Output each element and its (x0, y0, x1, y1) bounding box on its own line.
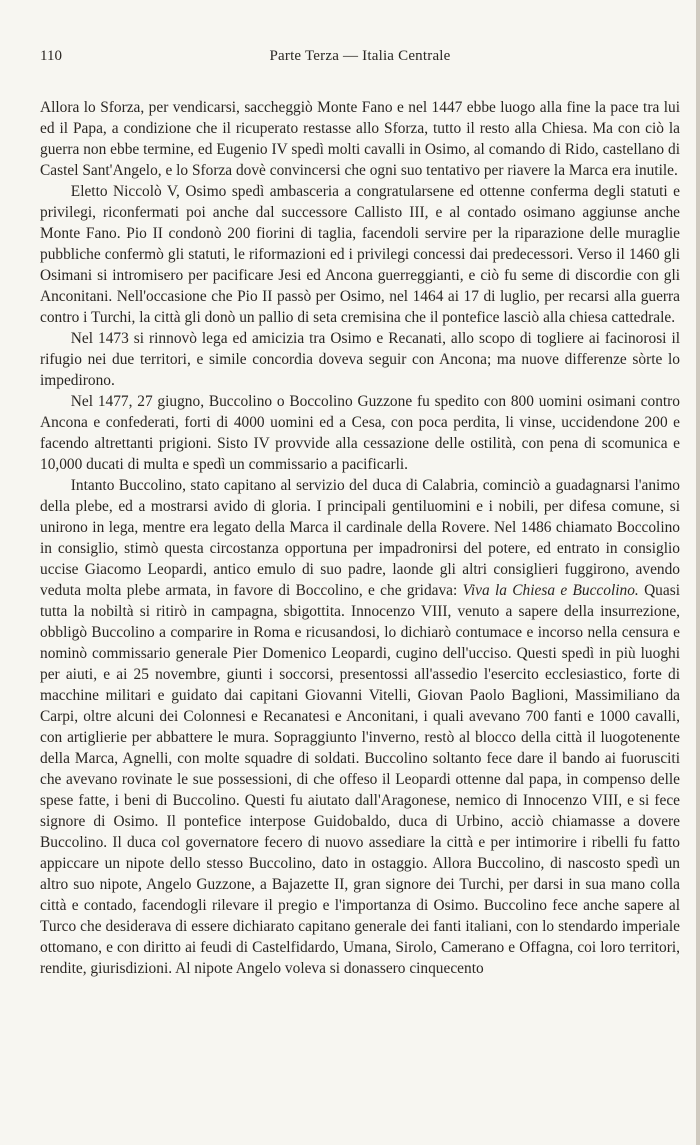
paragraph: Eletto Niccolò V, Osimo spedì ambasceria a congratularsene ed ottenne conferma degli statuti e privilegi, riconfermati poi anche dal successore Callisto III, e al contado osimano aggiunse anche Monte Fano. Pio II condonò 200 fiorini di taglia, facendoli servire per la riparazione delle muraglie pubbliche confermò gli statuti, le riformazioni ed i privilegi concessi dai predecessori. Verso il 1460 gli Osimani si intromisero per pacificare Jesi ed Ancona guerreggianti, e ciò fu seme di discordie con gli Anconitani. Nell'occasione che Pio II passò per Osimo, nel 1464 ai 17 di luglio, per recarsi alla guerra contro i Turchi, la città gli donò un pallio di seta cremisina che il pontefice lasciò alla chiesa cattedrale. (40, 183, 680, 326)
paragraph-text: Quasi tutta la nobiltà si ritirò in campagna, sbigottita. Innocenzo VIII, venuto a sapere della insurrezione, obbligò Buccolino a comparire in Roma e ricusandosi, lo dichiarò contumace e incorso nella censura e nominò commissario generale Pier Domenico Leopardi, cugino dell'ucciso. Questi spedì in più luoghi per aiuti, e ai 25 novembre, giunti i soccorsi, presentossi all'assedio l'esercito ecclesiastico, forte di macchine militari e guidato dai capitani Giovanni Vitelli, Giovan Paolo Baglioni, Massimiliano da Carpi, oltre alcuni dei Colonnesi e Recanatesi e Anconitani, i quali avevano 700 fanti e 1000 cavalli, con artiglierie per abbattere le mura. Sopraggiunto l'inverno, restò al blocco della città il luogotenente della Marca, Agnelli, con molte squadre di soldati. Buccolino soltanto fece dare il bando ai fuorusciti che avevano rovinate le sue possessioni, di che offeso il Leopardi ottenne dal papa, in compenso delle spese fatte, i beni di Buccolino. Questi fu aiutato dall'Aragonese, nemico di Innocenzo VIII, e si fece signore di Osimo. Il pontefice interpose Guidobaldo, duca di Urbino, acciò chiamasse a dovere Buccolino. Il duca col governatore fecero di nuovo assediare la città e per intimorire i ribelli fu fatto appiccare un nipote dello stesso Buccolino, dato in ostaggio. Allora Buccolino, di nascosto spedì un altro suo nipote, Angelo Guzzone, a Bajazette II, gran signore dei Turchi, per darsi in sua mano colla città e contado, facendogli rilevare il pregio e l'importanza di Osimo. Buccolino fece anche sapere al Turco che desiderava di essere dichiarato capitano generale dei fanti italiani, con lo stendardo imperiale ottomano, e con diritto ai feudi di Castelfidardo, Umana, Sirolo, Camerano e Offagna, coi loro territori, rendite, giurisdizioni. Al nipote Angelo voleva si donassero cinquecento (40, 582, 680, 977)
book-page (40, 0, 680, 1145)
paragraph: Nel 1477, 27 giugno, Buccolino o Boccolino Guzzone fu spedito con 800 uomini osimani contro Ancona e confederati, forti di 4000 uomini ed a Cesa, con poca perdita, li vinse, uccidendone 200 e facendo altrettanti prigioni. Sisto IV provvide alla cessazione delle ostilità, con pena di scomunica e 10,000 ducati di multa e spedì un commissario a pacificarli. (40, 393, 680, 473)
page-number: 110 (40, 48, 62, 64)
paragraph (40, 475, 680, 979)
page-edge (696, 0, 700, 1145)
paragraph-text: Intanto Buccolino, stato capitano al servizio del duca di Calabria, cominciò a guadagnarsi l'animo della plebe, ed a mostrarsi avido di gloria. I principali gentiluomini e i nobili, per difesa comune, si unirono in lega, mentre era legato della Marca il cardinale della Rovere. Nel 1486 chiamato Boccolino in consiglio, stimò questa circostanza opportuna per impadronirsi del potere, ed entrato in consiglio uccise Giacomo Leopardi, antico emulo di suo padre, laonde gli altri consiglieri fuggirono, avendo veduta molta plebe armata, in favore di Boccolino, e che gridava: (40, 477, 680, 599)
running-title: Parte Terza — Italia Centrale (269, 48, 451, 64)
running-head (40, 48, 680, 68)
paragraph: Allora lo Sforza, per vendicarsi, saccheggiò Monte Fano e nel 1447 ebbe luogo alla fine la pace tra lui ed il Papa, a condizione che il ricuperato restasse allo Sforza, tutto il resto alla Chiesa. Ma con ciò la guerra non ebbe termine, ed Eugenio IV spedì molti cavalli in Osimo, al comando di Rido, castellano di Castel Sant'Angelo, e lo Sforza dovè convincersi che ogni suo tentativo per riavere la Marca era inutile. (40, 99, 680, 179)
italic-quotation: Viva la Chiesa e Buccolino. (462, 582, 639, 599)
body-text (40, 97, 680, 979)
paragraph: Nel 1473 si rinnovò lega ed amicizia tra Osimo e Recanati, allo scopo di togliere ai facinorosi il rifugio nei due territori, e simile concordia doveva seguir con Ancona; ma nuove differenze sòrte lo impedirono. (40, 330, 680, 389)
